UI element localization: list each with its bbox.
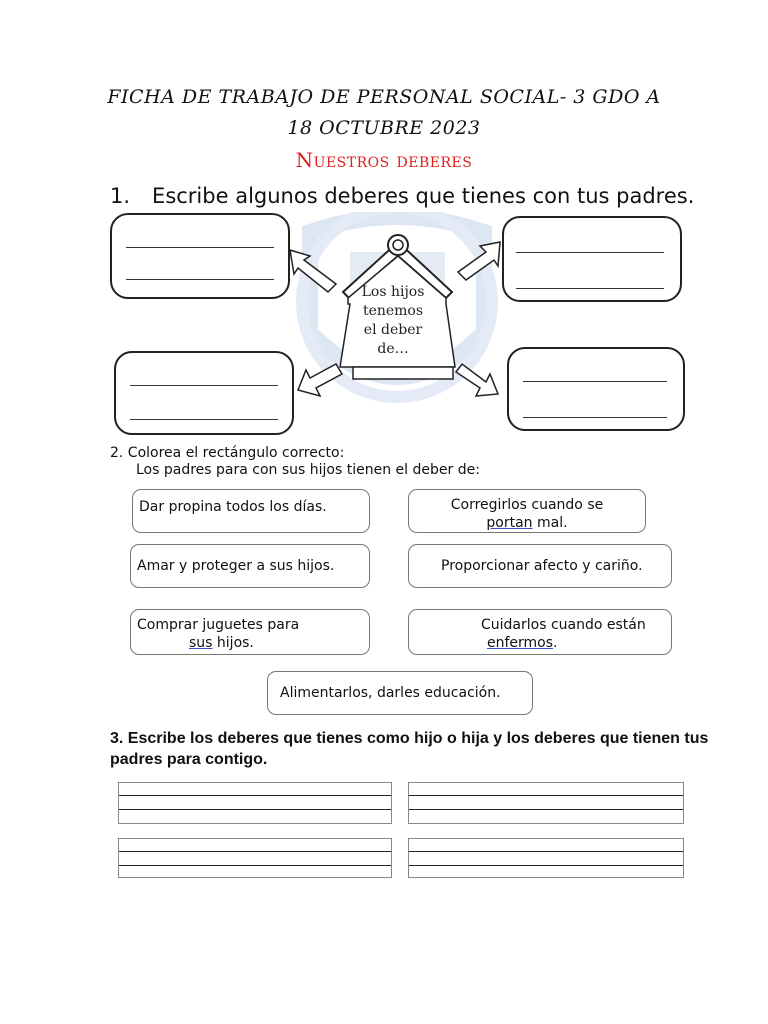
writing-lines-2[interactable] — [408, 782, 684, 824]
option-amar-proteger[interactable] — [130, 544, 370, 588]
writing-lines-3[interactable] — [118, 838, 392, 878]
option-label: Cuidarlos cuando están — [481, 617, 646, 633]
house-text — [354, 283, 432, 359]
worksheet-title: FICHA DE TRABAJO DE PERSONAL SOCIAL- 3 GDO A — [107, 86, 661, 108]
option-dar-propina[interactable] — [132, 489, 370, 533]
question-2-subtitle: Los padres para con sus hijos tienen el deber de: — [136, 462, 480, 478]
option-label-underlined: portan — [486, 515, 533, 531]
question-1-text: Escribe algunos deberes que tienes con tus padres. — [152, 184, 695, 208]
option-label: Corregirlos cuando se — [450, 497, 604, 513]
option-label: Dar propina todos los días. — [139, 499, 327, 515]
option-label-rest: . — [553, 635, 558, 651]
answer-box-bottom-left[interactable] — [114, 351, 294, 435]
option-label-line2 — [415, 514, 639, 532]
option-alimentarlos[interactable] — [267, 671, 533, 715]
house-text-line: tenemos — [362, 303, 424, 319]
option-label-underlined: sus — [189, 635, 213, 651]
option-label-rest: hijos. — [212, 635, 254, 651]
question-3: 3. Escribe los deberes que tienes como hijo o hija y los deberes que tienen tus padres para contigo. — [110, 730, 709, 768]
question-1 — [110, 184, 694, 208]
question-1-number: 1. — [110, 184, 131, 208]
option-label-rest: mal. — [532, 515, 568, 531]
answer-box-bottom-right[interactable] — [507, 347, 685, 431]
worksheet-date: 18 OCTUBRE 2023 — [287, 117, 481, 139]
option-label: Proporcionar afecto y cariño. — [441, 558, 643, 574]
option-corregirlos[interactable] — [408, 489, 646, 533]
option-label-underlined: enfermos — [487, 635, 554, 651]
option-label: Amar y proteger a sus hijos. — [137, 558, 335, 574]
option-label-line2 — [481, 634, 665, 652]
answer-box-top-left[interactable] — [110, 213, 290, 299]
arrow-down-right-icon — [456, 364, 498, 396]
option-afecto-carino[interactable] — [408, 544, 672, 588]
house-text-line: de… — [377, 341, 409, 357]
answer-box-top-right[interactable] — [502, 216, 682, 302]
house-text-line: el deber — [363, 322, 423, 338]
writing-lines-4[interactable] — [408, 838, 684, 878]
option-label: Alimentarlos, darles educación. — [280, 685, 501, 701]
writing-lines-1[interactable] — [118, 782, 392, 824]
option-comprar-juguetes[interactable] — [130, 609, 370, 655]
house-text-line: Los hijos — [361, 284, 425, 300]
option-label-line2 — [137, 634, 363, 652]
question-2-title: 2. Colorea el rectángulo correcto: — [110, 445, 345, 461]
question-2 — [110, 445, 480, 479]
worksheet-subtitle: Nuestros deberes — [295, 148, 473, 172]
option-label: Comprar juguetes para — [137, 617, 300, 633]
option-cuidarlos[interactable] — [408, 609, 672, 655]
